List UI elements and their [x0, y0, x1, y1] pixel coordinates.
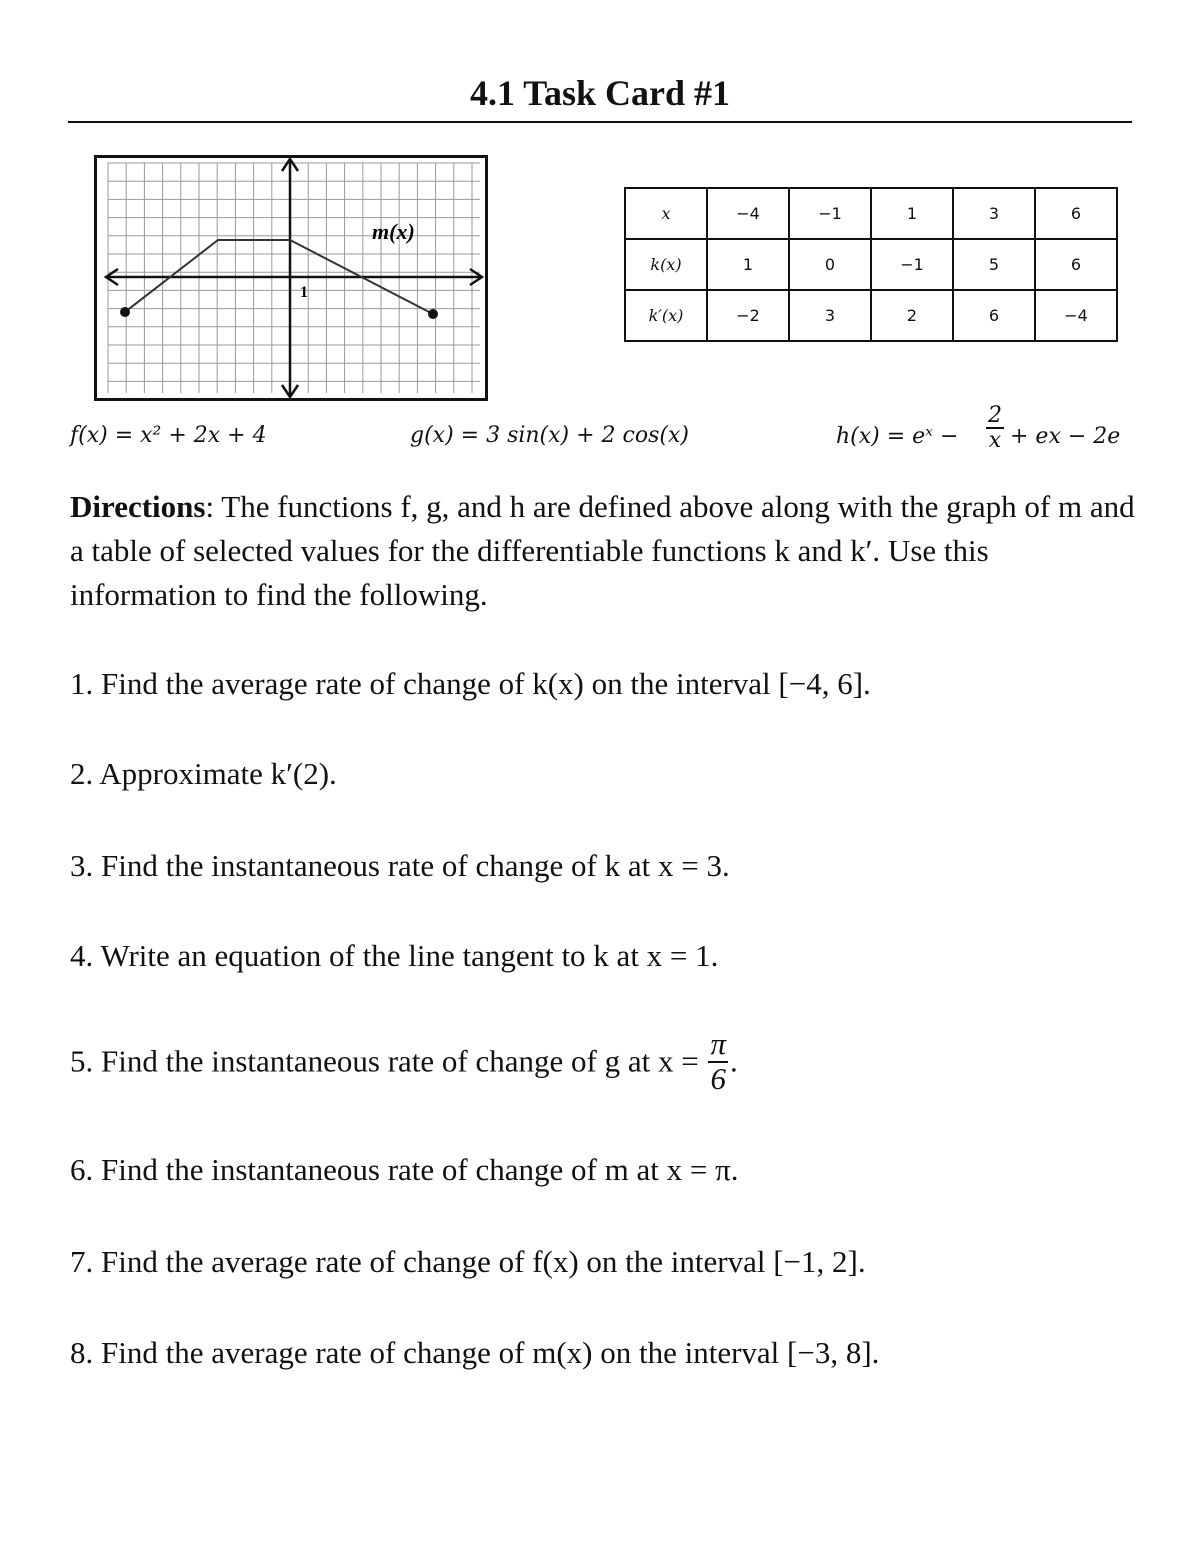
- directions-paragraph: [70, 485, 1140, 617]
- table-cell: k′(x): [625, 290, 707, 341]
- directions-text: : The functions f, g, and h are defined above along with the graph of m and a table of selected values for the differentiable functions k and k′. Use this information to find the following.: [70, 489, 1135, 612]
- table-row: [625, 188, 1117, 239]
- page-title: 4.1 Task Card #1: [469, 73, 731, 113]
- question-5-text: 5. Find the instantaneous rate of change of g at x =: [70, 1043, 699, 1079]
- table-row: [625, 290, 1117, 341]
- function-g: g(x) = 3 sin(x) + 2 cos(x): [410, 423, 689, 448]
- table-cell: 3: [953, 188, 1035, 239]
- question-3: 3. Find the instantaneous rate of change of k at x = 3.: [70, 848, 730, 883]
- m-left-endpoint: [120, 307, 130, 317]
- question-6: 6. Find the instantaneous rate of change of m at x = π.: [70, 1152, 739, 1187]
- graph-m: [94, 155, 488, 401]
- table-cell: 2: [871, 290, 953, 341]
- function-h-numerator: 2: [988, 403, 1002, 428]
- question-7: 7. Find the average rate of change of f(x) on the interval [−1, 2].: [70, 1244, 866, 1279]
- table-cell: −4: [707, 188, 789, 239]
- table-row: [625, 239, 1117, 290]
- question-5-end: .: [730, 1043, 738, 1079]
- question-5-fraction: [708, 1028, 728, 1095]
- table-cell: k(x): [625, 239, 707, 290]
- directions-label: Directions: [70, 489, 206, 524]
- function-h-suffix: + ex − 2e: [1010, 424, 1121, 449]
- question-5: [70, 1028, 738, 1095]
- table-cell: −4: [1035, 290, 1117, 341]
- question-1: 1. Find the average rate of change of k(x) on the interval [−4, 6].: [70, 666, 871, 701]
- table-cell: 1: [707, 239, 789, 290]
- function-h-denominator: x: [988, 428, 1002, 454]
- function-h-prefix: h(x) = eˣ −: [836, 424, 959, 449]
- table-cell: 6: [1035, 239, 1117, 290]
- values-table: [624, 187, 1118, 342]
- question-5-denominator: 6: [710, 1060, 726, 1096]
- table-cell: −2: [707, 290, 789, 341]
- table-cell: 3: [789, 290, 871, 341]
- table-cell: 6: [1035, 188, 1117, 239]
- table-cell: −1: [871, 239, 953, 290]
- question-2: 2. Approximate k′(2).: [70, 756, 337, 791]
- table-cell: 0: [789, 239, 871, 290]
- question-5-numerator: π: [710, 1026, 726, 1061]
- graph-tick-label: 1: [300, 284, 308, 301]
- m-right-endpoint: [428, 309, 438, 319]
- graph-label: m(x): [372, 219, 415, 244]
- table-cell: x: [625, 188, 707, 239]
- table-cell: −1: [789, 188, 871, 239]
- question-8: 8. Find the average rate of change of m(x) on the interval [−3, 8].: [70, 1335, 880, 1370]
- table-cell: 6: [953, 290, 1035, 341]
- function-f: f(x) = x² + 2x + 4: [70, 423, 267, 448]
- title-rule: [68, 121, 1132, 123]
- function-h-fraction: [986, 404, 1004, 452]
- table-cell: 1: [871, 188, 953, 239]
- function-h: [836, 404, 1136, 470]
- table-cell: 5: [953, 239, 1035, 290]
- question-4: 4. Write an equation of the line tangent to k at x = 1.: [70, 938, 719, 973]
